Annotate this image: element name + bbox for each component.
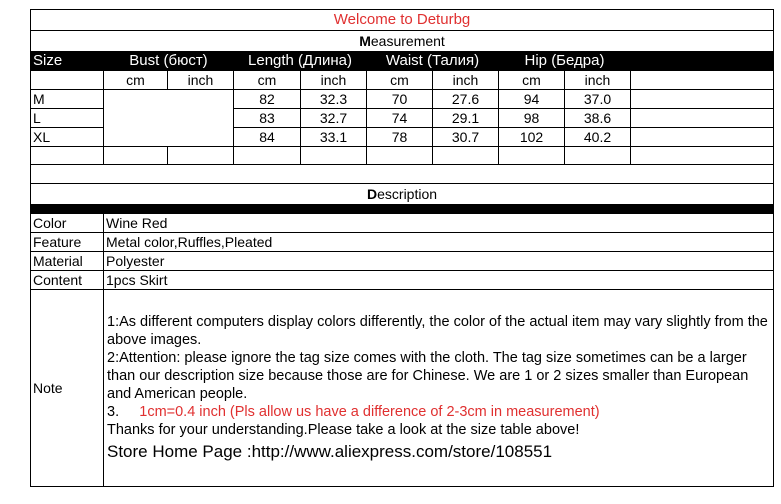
- unit-row: [31, 71, 774, 90]
- blank-cell: [168, 147, 234, 165]
- unit-blank: [31, 71, 104, 90]
- waist-cm-cell: 70: [367, 90, 433, 109]
- hip-cm-cell: 94: [499, 90, 565, 109]
- blank-cell: [631, 147, 774, 165]
- size-cell: L: [31, 109, 104, 128]
- spacer-cell: [631, 109, 774, 128]
- blank-cell: [565, 147, 631, 165]
- unit-waist-cm: cm: [367, 71, 433, 90]
- note-row: [31, 290, 774, 487]
- hip-cm-cell: 98: [499, 109, 565, 128]
- welcome-title: Welcome to Deturbg: [31, 10, 774, 31]
- desc-value-color: Wine Red: [104, 214, 774, 233]
- desc-value-content: 1pcs Skirt: [104, 271, 774, 290]
- desc-row-feature: [31, 233, 774, 252]
- desc-value-material: Polyester: [104, 252, 774, 271]
- desc-label-content: Content: [31, 271, 104, 290]
- unit-bust-cm: cm: [104, 71, 168, 90]
- table-row-blank: [31, 147, 774, 165]
- unit-spacer: [631, 71, 774, 90]
- blank-cell: [367, 147, 433, 165]
- desc-row-color: [31, 214, 774, 233]
- header-hip: Hip (Бедра): [499, 52, 631, 71]
- description-black-bar: [31, 205, 774, 214]
- desc-value-feature: Metal color,Ruffles,Pleated: [104, 233, 774, 252]
- hip-inch-cell: 40.2: [565, 128, 631, 147]
- size-chart-table: [30, 9, 774, 487]
- unit-bust-inch: inch: [168, 71, 234, 90]
- unit-length-inch: inch: [301, 71, 367, 90]
- desc-row-content: [31, 271, 774, 290]
- length-cm-cell: 84: [234, 128, 301, 147]
- measurement-header-row: [31, 52, 774, 71]
- bust-empty-cell: [104, 90, 234, 147]
- unit-hip-inch: inch: [565, 71, 631, 90]
- blank-cell: [433, 147, 499, 165]
- length-inch-cell: 32.7: [301, 109, 367, 128]
- note-label: Note: [31, 290, 104, 487]
- header-bust: Bust (бюст): [104, 52, 234, 71]
- note-line-3: 3. 1cm=0.4 inch (Pls allow us have a difference of 2-3cm in measurement): [107, 404, 600, 420]
- desc-label-color: Color: [31, 214, 104, 233]
- spacer-cell: [631, 128, 774, 147]
- header-waist: Waist (Талия): [367, 52, 499, 71]
- size-chart-sheet: [30, 9, 768, 487]
- table-row: [31, 90, 774, 109]
- store-home-link[interactable]: Store Home Page :http://www.aliexpress.com/store/108551: [107, 442, 553, 461]
- header-spacer: [631, 52, 774, 71]
- desc-label-material: Material: [31, 252, 104, 271]
- waist-inch-cell: 27.6: [433, 90, 499, 109]
- note-line-4: Thanks for your understanding.Please take a look at the size table above!: [107, 422, 580, 438]
- blank-cell: [31, 147, 104, 165]
- length-inch-cell: 32.3: [301, 90, 367, 109]
- length-cm-cell: 82: [234, 90, 301, 109]
- waist-inch-cell: 30.7: [433, 128, 499, 147]
- size-cell: M: [31, 90, 104, 109]
- description-title: Description: [31, 184, 774, 205]
- length-cm-cell: 83: [234, 109, 301, 128]
- hip-inch-cell: 38.6: [565, 109, 631, 128]
- size-cell: XL: [31, 128, 104, 147]
- header-length: Length (Длина): [234, 52, 367, 71]
- blank-cell: [499, 147, 565, 165]
- blank-cell: [234, 147, 301, 165]
- note-line-2: 2:Attention: please ignore the tag size comes with the cloth. The tag size sometimes can be a larger than our description size because those are for Chinese. We are 1 or 2 sizes smaller than European and American people.: [107, 350, 749, 402]
- waist-cm-cell: 78: [367, 128, 433, 147]
- unit-hip-cm: cm: [499, 71, 565, 90]
- length-inch-cell: 33.1: [301, 128, 367, 147]
- desc-label-feature: Feature: [31, 233, 104, 252]
- section-gap: [31, 165, 774, 184]
- hip-inch-cell: 37.0: [565, 90, 631, 109]
- waist-inch-cell: 29.1: [433, 109, 499, 128]
- note-line-1: 1:As different computers display colors differently, the color of the actual item may vary slightly from the above images.: [107, 314, 768, 348]
- desc-row-material: [31, 252, 774, 271]
- unit-waist-inch: inch: [433, 71, 499, 90]
- spacer-cell: [631, 90, 774, 109]
- note-content: [104, 290, 774, 487]
- blank-cell: [104, 147, 168, 165]
- waist-cm-cell: 74: [367, 109, 433, 128]
- header-size: Size: [31, 52, 104, 71]
- measurement-title: Measurement: [31, 31, 774, 52]
- blank-cell: [301, 147, 367, 165]
- unit-length-cm: cm: [234, 71, 301, 90]
- hip-cm-cell: 102: [499, 128, 565, 147]
